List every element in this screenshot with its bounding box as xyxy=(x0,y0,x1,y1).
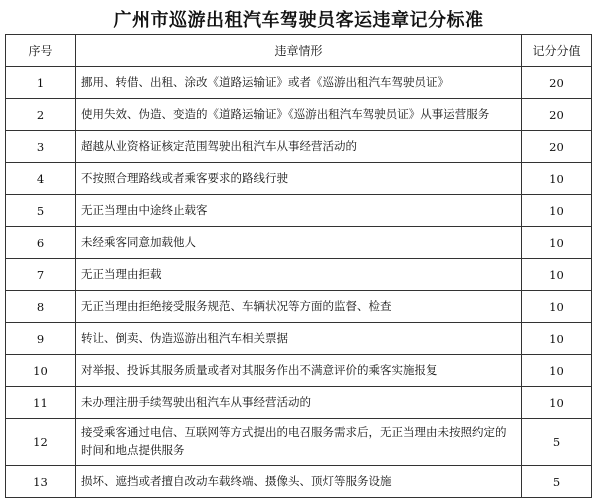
table-row xyxy=(6,419,592,466)
row-points: 5 xyxy=(522,466,592,498)
row-no: 2 xyxy=(6,99,76,131)
header-no: 序号 xyxy=(6,35,76,67)
row-no: 1 xyxy=(6,67,76,99)
row-points: 10 xyxy=(522,387,592,419)
row-description: 使用失效、伪造、变造的《道路运输证》《巡游出租汽车驾驶员证》从事运营服务 xyxy=(76,99,522,131)
row-no: 7 xyxy=(6,259,76,291)
row-no: 10 xyxy=(6,355,76,387)
table-row xyxy=(6,259,592,291)
table-row xyxy=(6,387,592,419)
row-no: 8 xyxy=(6,291,76,323)
row-no: 13 xyxy=(6,466,76,498)
table-row xyxy=(6,227,592,259)
header-description: 违章情形 xyxy=(76,35,522,67)
row-points: 10 xyxy=(522,323,592,355)
row-no: 11 xyxy=(6,387,76,419)
table-row xyxy=(6,163,592,195)
row-description: 无正当理由拒载 xyxy=(76,259,522,291)
row-points: 10 xyxy=(522,163,592,195)
row-points: 10 xyxy=(522,195,592,227)
row-description: 接受乘客通过电信、互联网等方式提出的电召服务需求后，无正当理由未按照约定的时间和地点提供服务 xyxy=(76,419,522,466)
row-points: 20 xyxy=(522,99,592,131)
row-points: 20 xyxy=(522,67,592,99)
table-row xyxy=(6,131,592,163)
row-points: 10 xyxy=(522,355,592,387)
row-no: 3 xyxy=(6,131,76,163)
violation-points-table xyxy=(5,34,592,498)
row-points: 10 xyxy=(522,259,592,291)
row-description: 超越从业资格证核定范围驾驶出租汽车从事经营活动的 xyxy=(76,131,522,163)
row-description: 无正当理由中途终止载客 xyxy=(76,195,522,227)
row-description: 损坏、遮挡或者擅自改动车载终端、摄像头、顶灯等服务设施 xyxy=(76,466,522,498)
row-description: 未办理注册手续驾驶出租汽车从事经营活动的 xyxy=(76,387,522,419)
row-description: 无正当理由拒绝接受服务规范、车辆状况等方面的监督、检查 xyxy=(76,291,522,323)
table-row xyxy=(6,99,592,131)
document-title: 广州市巡游出租汽车驾驶员客运违章记分标准 xyxy=(113,10,484,31)
table-header-row xyxy=(6,35,592,67)
row-no: 4 xyxy=(6,163,76,195)
table-row xyxy=(6,323,592,355)
table-row xyxy=(6,67,592,99)
row-description: 对举报、投诉其服务质量或者对其服务作出不满意评价的乘客实施报复 xyxy=(76,355,522,387)
row-points: 5 xyxy=(522,419,592,466)
row-description: 不按照合理路线或者乘客要求的路线行驶 xyxy=(76,163,522,195)
row-no: 6 xyxy=(6,227,76,259)
table-row xyxy=(6,466,592,498)
row-description: 挪用、转借、出租、涂改《道路运输证》或者《巡游出租汽车驾驶员证》 xyxy=(76,67,522,99)
row-no: 9 xyxy=(6,323,76,355)
row-points: 10 xyxy=(522,291,592,323)
row-no: 12 xyxy=(6,419,76,466)
header-points: 记分分值 xyxy=(522,35,592,67)
row-description: 未经乘客同意加载他人 xyxy=(76,227,522,259)
table-row xyxy=(6,195,592,227)
table-row xyxy=(6,291,592,323)
row-points: 20 xyxy=(522,131,592,163)
row-no: 5 xyxy=(6,195,76,227)
table-row xyxy=(6,355,592,387)
row-points: 10 xyxy=(522,227,592,259)
row-description: 转让、倒卖、伪造巡游出租汽车相关票据 xyxy=(76,323,522,355)
